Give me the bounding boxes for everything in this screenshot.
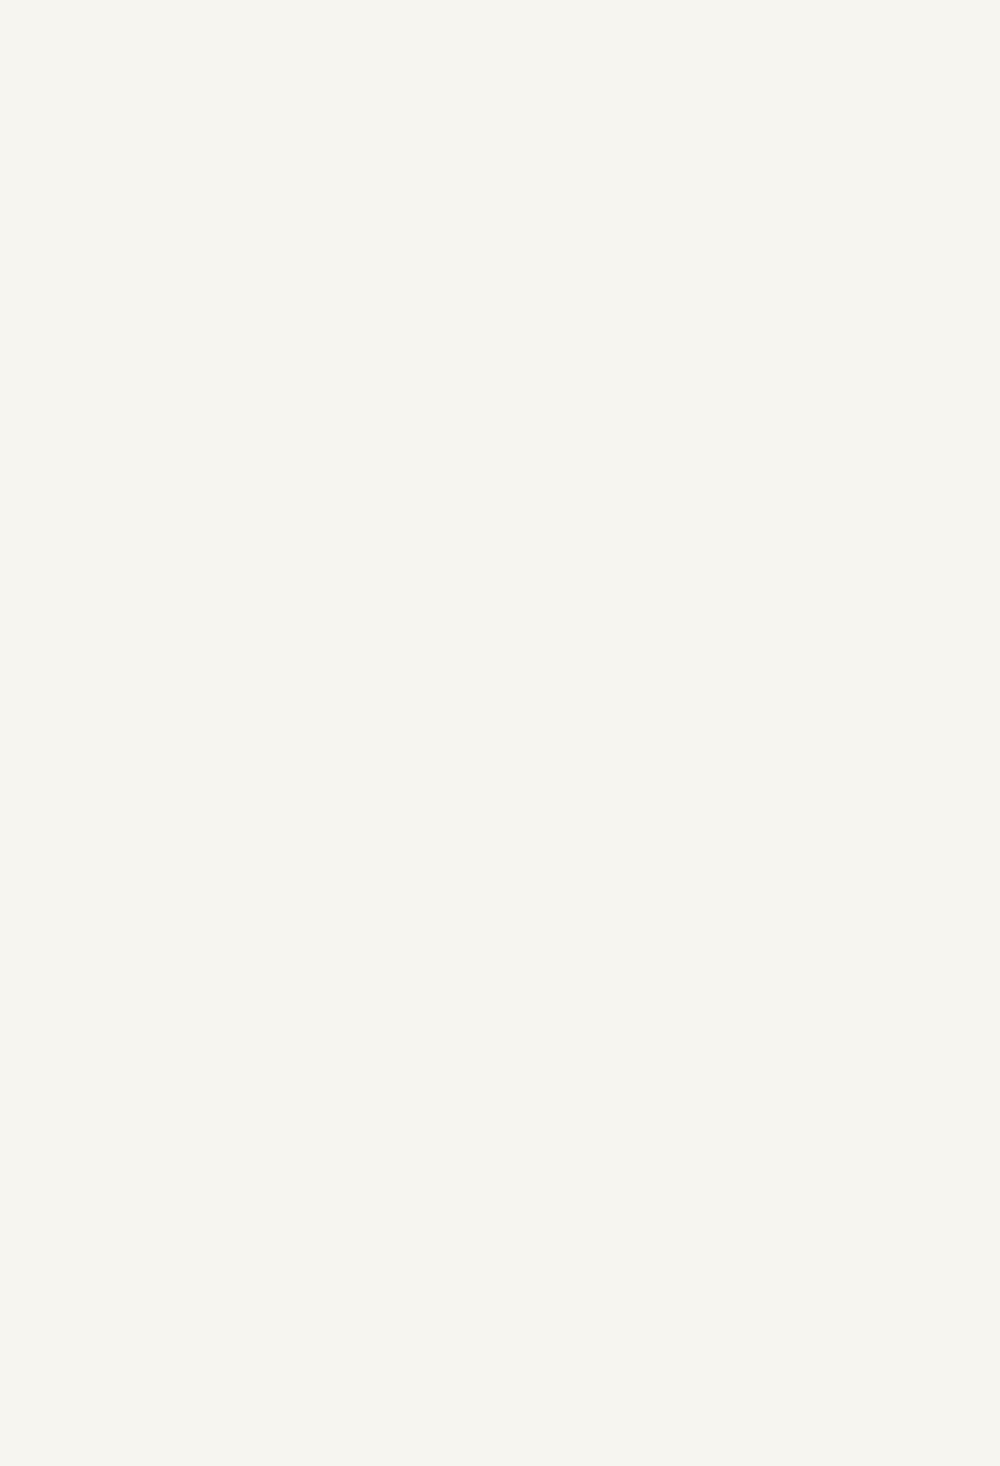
music-staff-2 [0,825,1000,940]
music-staff-4 [0,1118,1000,1236]
music-staff-1 [0,680,1000,790]
music-staff-3 [0,978,1000,1090]
page-header [108,74,880,104]
lyrics-line-4 [0,1240,1000,1270]
lyrics-line-2 [0,946,1000,976]
